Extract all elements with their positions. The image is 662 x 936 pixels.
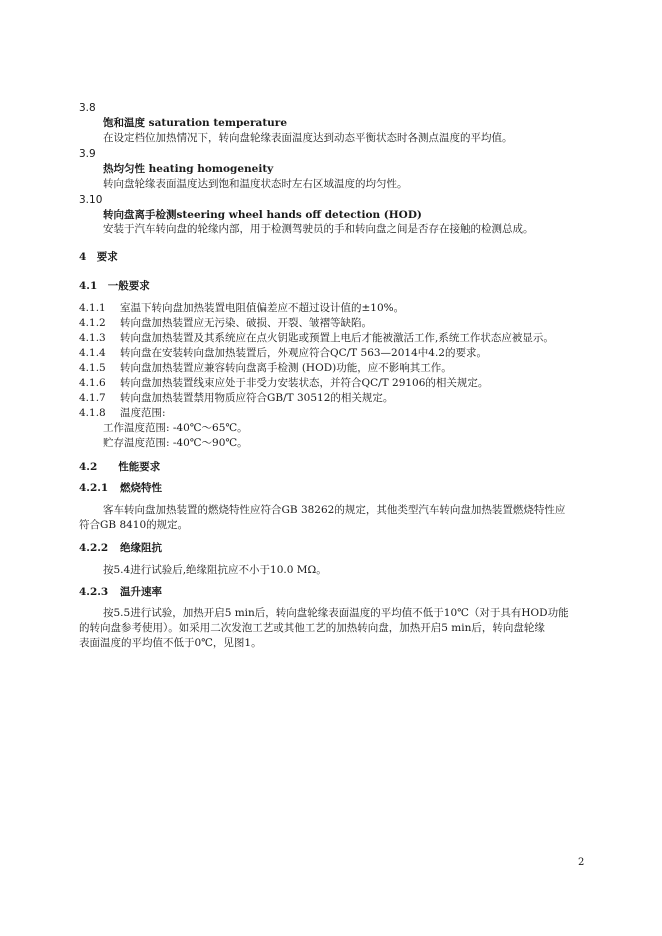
paragraph-line: 表面温度的平均值不低于0℃，见图1。 [79,637,262,649]
item-number: 4.1.1 [79,302,106,314]
list-item [79,391,393,405]
term-title: 饱和温度 saturation temperature [103,117,288,129]
subsection-title: 绝缘阻抗 [120,542,162,554]
list-item [79,361,452,375]
list-item [79,331,554,345]
item-text: 转向盘加热装置禁用物质应符合GB/T 30512的相关规定。 [120,392,394,404]
paragraph-line: 按5.4进行试验后,绝缘阻抗应不小于10.0 MΩ。 [103,564,327,576]
item-number: 4.1.6 [79,377,106,389]
subsection-number: 4.2.3 [79,586,109,598]
list-item [79,406,166,420]
list-item [79,376,488,390]
subsection-heading [79,541,162,555]
item-text: 室温下转向盘加热装置电阻值偏差应不超过设计值的±10%。 [120,302,405,314]
subsection-number: 4.2.2 [79,542,109,554]
item-number: 4.1.3 [79,332,106,344]
subsection-title: 温升速率 [120,586,162,598]
item-text: 转向盘加热装置应无污染、破损、开裂、皱褶等缺陷。 [120,317,372,329]
item-text: 温度范围: [120,407,166,419]
item-number: 4.1.5 [79,362,106,374]
subsection-title: 燃烧特性 [120,482,162,494]
item-text: 转向盘加热装置线束应处于非受力安装状态，并符合QC/T 29106的相关规定。 [120,377,489,389]
term-number: 3.10 [79,194,103,206]
term-definition: 在设定档位加热情况下，转向盘轮缘表面温度达到动态平衡状态时各测点温度的平均值。 [103,132,513,144]
item-number: 4.1.8 [79,407,106,419]
temperature-range: 工作温度范围: -40℃～65℃。 [103,422,248,434]
temperature-range: 贮存温度范围: -40℃～90℃。 [103,437,248,449]
paragraph-line: 的转向盘参考使用）。如采用二次发泡工艺或其他工艺的加热转向盘，加热开启5 min后，转向盘轮缘 [79,622,545,634]
section-heading: 4.2 性能要求 [79,461,161,473]
subsection-heading [79,481,162,495]
subsection-heading [79,585,162,599]
section-heading: 4.1 一般要求 [79,280,150,292]
chapter-heading: 4 要求 [79,251,118,263]
term-title: 热均匀性 heating homogeneity [103,163,274,175]
subsection-number: 4.2.1 [79,482,109,494]
item-number: 4.1.7 [79,392,106,404]
item-text: 转向盘加热装置应兼容转向盘离手检测 (HOD)功能，应不影响其工作。 [120,362,452,374]
term-number: 3.9 [79,148,96,160]
item-text: 转向盘加热装置及其系统应在点火钥匙或预置上电后才能被激活工作,系统工作状态应被显示。 [120,332,554,344]
list-item [79,301,404,315]
paragraph-line: 符合GB 8410的规定。 [79,519,189,531]
term-number: 3.8 [79,102,96,114]
term-title: 转向盘离手检测steering wheel hands off detection (HOD) [103,209,422,221]
term-definition: 安装于汽车转向盘的轮缘内部，用于检测驾驶员的手和转向盘之间是否存在接触的检测总成。 [103,223,534,235]
paragraph-line: 客车转向盘加热装置的燃烧特性应符合GB 38262的规定，其他类型汽车转向盘加热装置燃烧特性应 [103,504,566,516]
term-definition: 转向盘轮缘表面温度达到饱和温度状态时左右区域温度的均匀性。 [103,178,408,190]
item-number: 4.1.2 [79,317,106,329]
page-number: 2 [578,857,585,868]
list-item [79,316,372,330]
item-number: 4.1.4 [79,347,106,359]
item-text: 转向盘在安装转向盘加热装置后，外观应符合QC/T 563—2014中4.2的要求。 [120,347,487,359]
list-item [79,346,487,360]
paragraph-line: 按5.5进行试验，加热开启5 min后，转向盘轮缘表面温度的平均值不低于10℃（对于具有HOD功能 [103,607,569,619]
